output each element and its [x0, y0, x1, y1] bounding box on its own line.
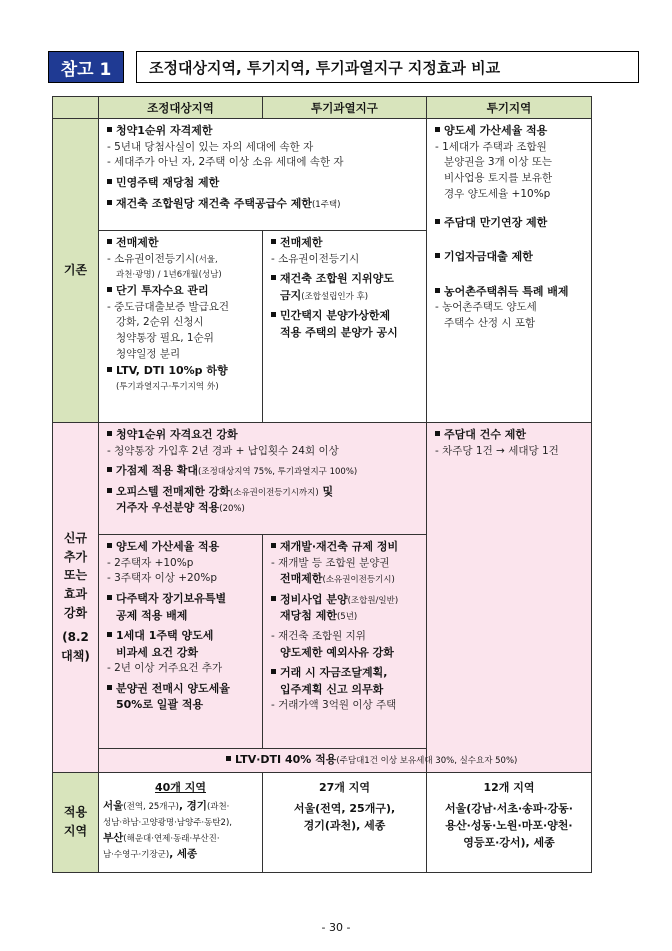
apply-over-l2: 경기(과천), 세종	[303, 818, 386, 832]
apply-adj-l4b: , 세종	[169, 848, 198, 861]
row-header-new-l4: 효과	[63, 586, 88, 601]
new-over-d2a: - 재건축 조합원 지위	[271, 629, 366, 642]
col-header-overheated: 투기과열지구	[263, 97, 427, 119]
row-header-new-l7: 대책)	[61, 648, 90, 663]
row-header-existing: 기존	[53, 119, 99, 423]
apply-adj-l3a: 부산	[103, 832, 124, 845]
existing-adj-d1a-note: (서울,	[195, 254, 218, 265]
existing-adj-b3: LTV, DTI 10%p 하향	[116, 363, 228, 377]
existing-adj-d3-note: (투기과열지구·투기지역 外)	[116, 382, 219, 392]
existing-common-b3: 재건축 조합원당 재건축 주택공급수 제한	[116, 196, 312, 210]
new-common-d1: - 청약통장 가입후 2년 경과 + 납입횟수 24회 이상	[107, 444, 339, 457]
existing-adj-b1: 전매제한	[116, 236, 159, 249]
apply-adj-l1b: , 경기	[179, 799, 207, 812]
apply-adj-l4-note: 남·수영구·기장군)	[103, 850, 170, 861]
new-speculation-cell	[427, 423, 592, 773]
new-common-b3a: 오피스텔 전매제한 강화	[116, 484, 230, 498]
new-common-b1: 청약1순위 자격요건 강화	[116, 428, 238, 441]
new-common-b3b-note: (20%)	[219, 504, 245, 515]
existing-adj-d1a: - 소유권이전등기시	[107, 252, 196, 265]
apply-speculation-cell	[427, 772, 592, 872]
existing-common-b3-note: (1주택)	[311, 199, 341, 210]
new-over-d1a: - 재개발 등 조합원 분양권	[271, 556, 390, 569]
apply-adj-title: 40개 지역	[154, 780, 206, 794]
new-over-b1: 재개발·재건축 규제 정비	[280, 540, 399, 553]
existing-common-b1: 청약1순위 자격제한	[116, 124, 213, 137]
existing-spec-b3: 기업자금대출 제한	[444, 250, 533, 263]
existing-adjustment-cell	[99, 231, 263, 423]
new-adj-b4b: 50%로 일괄 적용	[116, 698, 204, 712]
apply-adj-l1a-note: (전역, 25개구)	[123, 801, 179, 812]
existing-over-d1: - 소유권이전등기시	[271, 252, 360, 265]
existing-spec-b1: 양도세 가산세율 적용	[444, 124, 548, 137]
new-adj-b3b: 비과세 요건 강화	[116, 645, 199, 659]
new-over-d1b: 전매제한	[280, 572, 323, 586]
row-header-new	[53, 423, 99, 773]
new-common-b2-note: (조정대상지역 75%, 투기과열지구 100%)	[198, 467, 358, 478]
new-common-b2: 가점제 적용 확대	[116, 464, 199, 478]
comparison-table	[52, 96, 592, 873]
existing-spec-d1a: - 1세대가 주택과 조합원	[435, 140, 547, 153]
new-over-d2b: 양도제한 예외사유 강화	[280, 645, 394, 659]
existing-common-d1a: - 5년내 당첨사실이 있는 자의 세대에 속한 자	[107, 140, 314, 153]
new-over-b3a: 거래 시 자금조달계획,	[280, 666, 388, 679]
apply-spec-l3: 영등포·강서), 세종	[463, 835, 555, 849]
corner-cell	[53, 97, 99, 119]
existing-adj-d2d: 청약일정 분리	[116, 347, 181, 360]
new-over-b2b-note: (5년)	[336, 612, 358, 623]
page-title: 조정대상지역, 투기지역, 투기과열지구 지정효과 비교	[136, 51, 639, 83]
row-header-new-l6: (8.2	[62, 630, 89, 645]
col-header-adjustment: 조정대상지역	[99, 97, 263, 119]
existing-common-b2: 민영주택 재당첨 제한	[116, 176, 220, 189]
apply-adjustment-cell	[99, 772, 263, 872]
existing-over-b2b: 금지	[280, 288, 302, 302]
new-overheated-cell	[263, 535, 427, 749]
existing-over-b3b: 적용 주택의 분양가 공시	[280, 325, 398, 339]
existing-adj-d1b-note: 과천·광명) / 1년6개월(성남)	[116, 270, 222, 281]
apply-adj-l2-note: 성남·하남·고양광명·남양주·동탄2),	[103, 817, 232, 828]
row-header-apply	[53, 772, 99, 872]
row-header-apply-l1: 적용	[63, 805, 88, 820]
new-over-b3b: 입주계획 신고 의무화	[280, 682, 384, 696]
new-adj-b3a: 1세대 1주택 양도세	[116, 629, 214, 642]
new-spec-d1: - 차주당 1건 → 세대당 1건	[435, 444, 559, 457]
existing-over-b2-note: (조합설립인가 후)	[301, 291, 369, 302]
existing-spec-d1c: 비사업용 토지를 보유한	[444, 172, 553, 184]
new-over-b2b: 재당첨 제한	[280, 609, 337, 623]
page-number: - 30 -	[321, 921, 351, 934]
existing-spec-d1d: 경우 양도세율 +10%p	[444, 187, 551, 200]
new-ltv-note: (주담대1건 이상 보유세대 30%, 실수요자 50%)	[336, 756, 518, 766]
existing-adj-b2: 단기 투자수요 관리	[116, 284, 209, 297]
row-header-new-l2: 추가	[63, 549, 88, 564]
existing-common-cell	[99, 119, 427, 231]
apply-spec-l2: 용산·성동·노원·마포·양천·	[445, 818, 573, 832]
new-adj-b4a: 분양권 전매시 양도세율	[116, 681, 230, 695]
header	[48, 51, 501, 83]
new-spec-b1: 주담대 건수 제한	[444, 428, 527, 441]
apply-overheated-cell	[263, 772, 427, 872]
new-adjustment-cell	[99, 535, 263, 749]
existing-over-b3a: 민간택지 분양가상한제	[280, 309, 391, 323]
existing-spec-b2: 주담대 만기연장 제한	[444, 215, 548, 229]
existing-spec-d4b: 주택수 산정 시 포함	[444, 316, 536, 329]
apply-adj-l1b-note: (과천·	[206, 801, 230, 812]
apply-spec-title: 12개 지역	[483, 780, 535, 794]
new-adj-b2a: 다주택자 장기보유특별	[116, 592, 227, 605]
new-common-b3a-tail: 및	[318, 484, 334, 498]
apply-spec-l1: 서울(강남·서초·송파·강동·	[444, 801, 573, 815]
row-header-new-l3: 또는	[63, 568, 88, 583]
new-over-b2a-note: (조합원/일반)	[347, 595, 399, 606]
new-adj-d3: - 2년 이상 거주요건 추가	[107, 662, 223, 674]
apply-adj-l3a-note: (해운대·연제·동래·부산진·	[123, 834, 220, 845]
row-header-new-l1: 신규	[63, 531, 88, 546]
reference-label: 참고 1	[48, 51, 124, 83]
existing-adj-d2a: - 중도금대출보증 발급요건	[107, 300, 230, 313]
new-adj-d1b: - 3주택자 이상 +20%p	[107, 572, 217, 585]
existing-speculation-cell	[427, 119, 592, 423]
existing-over-b2a: 재건축 조합원 지위양도	[280, 272, 394, 286]
new-ltv-cell	[99, 749, 518, 773]
apply-over-title: 27개 지역	[318, 780, 370, 794]
col-header-speculation: 투기지역	[427, 97, 592, 119]
existing-spec-d4a: - 농어촌주택도 양도세	[435, 301, 537, 313]
existing-common-d1b: - 세대주가 아닌 자, 2주택 이상 소유 세대에 속한 자	[107, 156, 344, 169]
new-over-b2a: 정비사업 분양	[280, 592, 348, 606]
new-adj-d1a: - 2주택자 +10%p	[107, 556, 194, 569]
new-adj-b2b: 공제 적용 배제	[116, 608, 188, 622]
existing-spec-b4: 농어촌주택취득 특례 배제	[444, 284, 569, 298]
new-common-cell	[99, 423, 427, 535]
new-common-b3b: 거주자 우선분양 적용	[116, 501, 220, 515]
existing-spec-d1b: 분양권을 3개 이상 또는	[444, 156, 552, 169]
new-over-d3: - 거래가액 3억원 이상 주택	[271, 699, 397, 711]
new-ltv-label: LTV·DTI 40% 적용	[235, 753, 337, 766]
existing-adj-d2b: 강화, 2순위 신청시	[116, 316, 204, 329]
new-adj-b1: 양도세 가산세율 적용	[116, 540, 220, 553]
existing-over-b1: 전매제한	[280, 236, 323, 249]
apply-adj-l1a: 서울	[103, 799, 124, 812]
existing-overheated-cell	[263, 231, 427, 423]
row-header-new-l5: 강화	[63, 605, 88, 620]
row-header-apply-l2: 지역	[63, 824, 88, 838]
existing-adj-d2c: 청약통장 필요, 1순위	[116, 332, 214, 344]
apply-over-l1: 서울(전역, 25개구),	[293, 801, 396, 815]
new-common-b3a-note: (소유권이전등기시까지)	[229, 487, 319, 498]
new-over-d1b-note: (소유권이전등기시)	[322, 575, 395, 586]
